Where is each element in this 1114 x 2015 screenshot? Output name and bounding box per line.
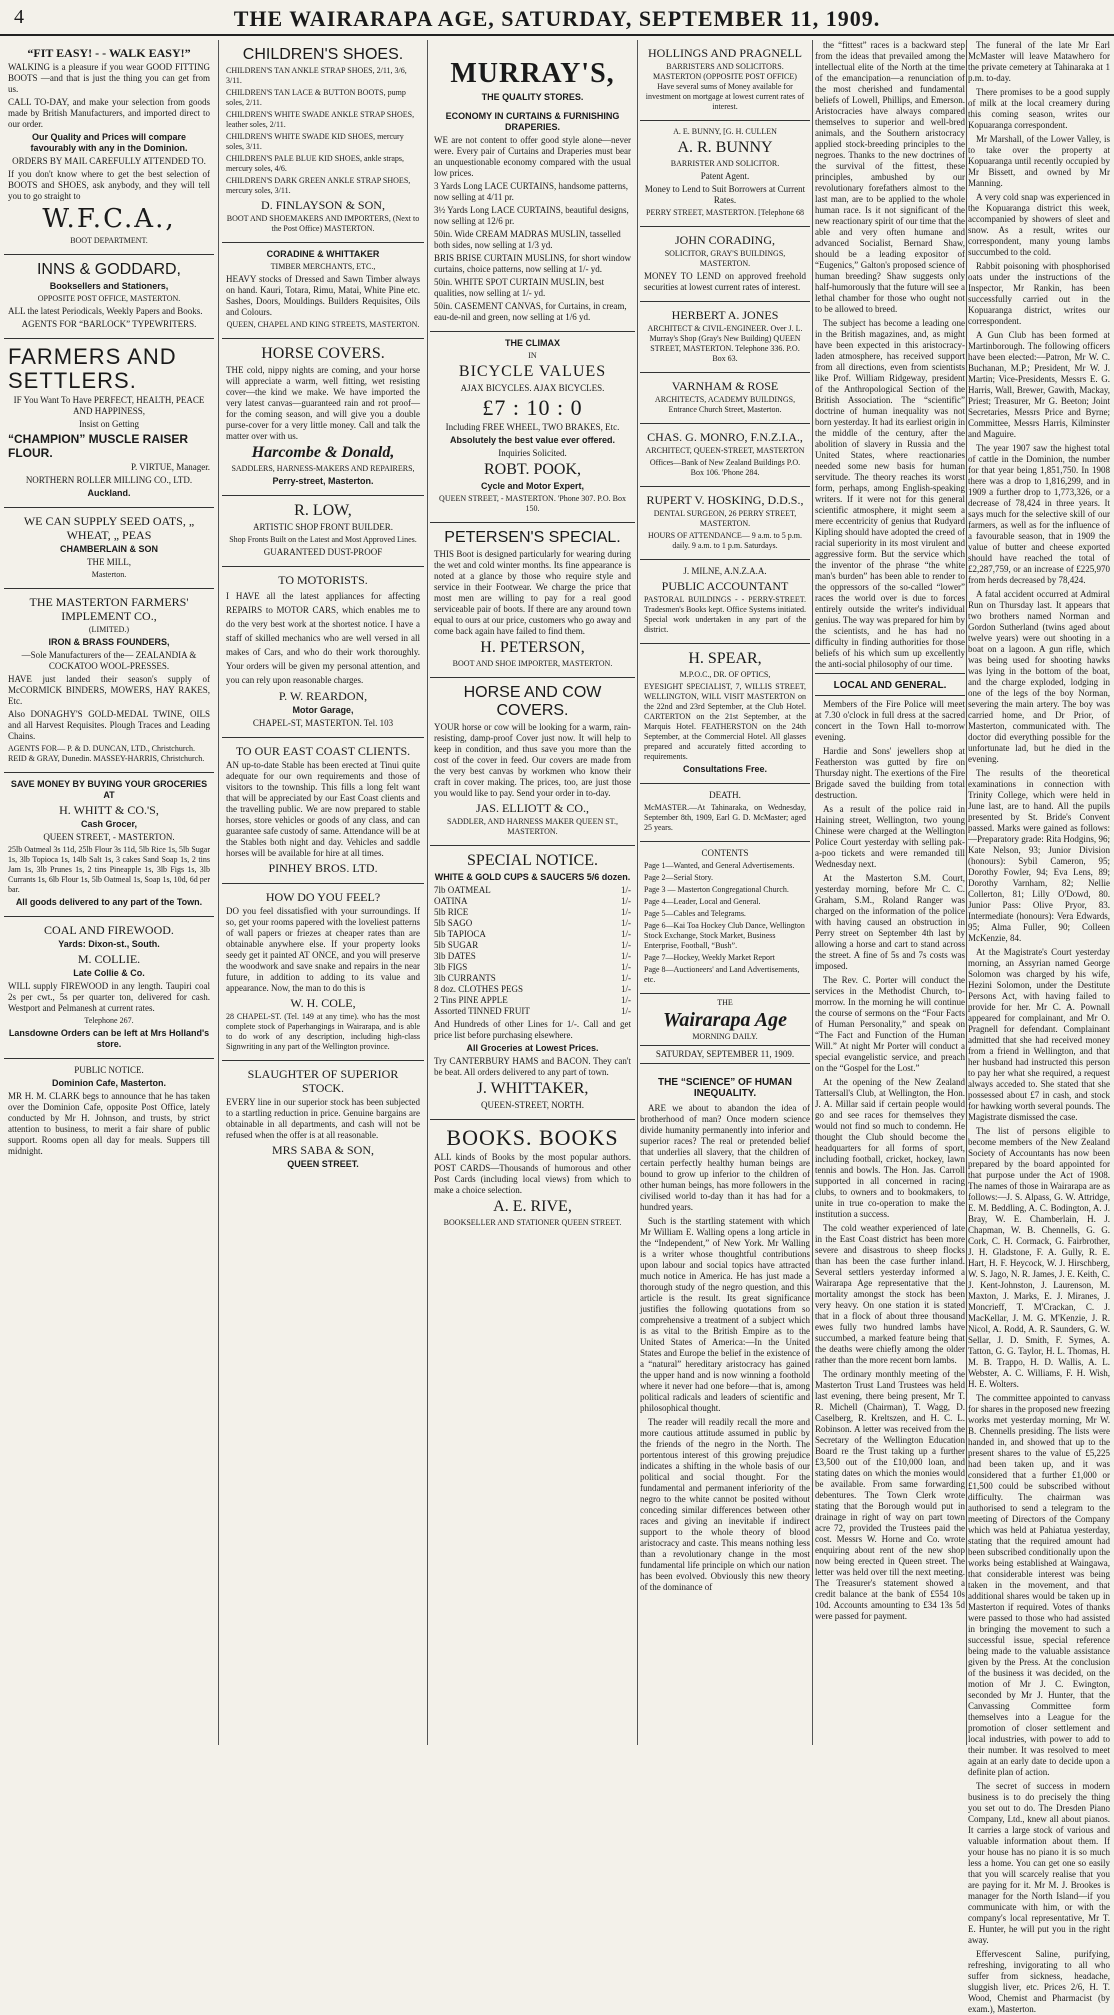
ad-headline: BICYCLE VALUES: [458, 363, 607, 380]
ad-subline: Late Collie & Co.: [73, 968, 145, 978]
ad-headline: SPECIAL NOTICE.: [467, 852, 598, 869]
ad-body: ALL kinds of Books by the most popular authors. POST CARDS—Thousands of humorous and other Post Cards (including local views) from which to make a choice selection.: [434, 1152, 631, 1195]
ad-address: 28 CHAPEL-ST. (Tel. 149 at any time). who has the most complete stock of Paperhangings in Wairarapa, and is able to do work of any description, including high-class Signwriting in any part of the Wellington province.: [226, 1012, 420, 1051]
news-item: The year 1907 saw the highest total of cattle in the Dominion, the number for that year being 1,851,750. In 1908 there was a drop to 1,816,299, and in 1909 a further drop to 1,773,326, or a decrease of 78,424 in three years. It says much for the selective skill of our farmers, as well as for the influence of a favourable season, that in 1909 the value of butter and cheese exported should have reached the total of £2,287,759, or an increase of £225,970 from herds decreased by 78,424.: [968, 443, 1110, 585]
list-item: Page 1—Wanted, and General Advertisements.: [644, 861, 795, 870]
ad-body: I HAVE all the latest appliances for affecting REPAIRS to MOTOR CARS, which enables me to do the very best work at the shortest notice. I have a staff of skilled mechanics who are well versed in all makes of Cars, and who do their work thoroughly. Your orders will be given my personal attention, and you can rely upon reasonable charges.: [226, 591, 420, 685]
column-6: [968, 40, 1110, 2014]
ad-company: P. W. REARDON,: [278, 689, 368, 703]
card-name: H. SPEAR,: [688, 650, 762, 667]
ad-headline: COAL AND FIREWOOD.: [44, 923, 174, 937]
list-item: 3½ Yards Long LACE CURTAINS, beautiful designs, now selling at 12/6 pr.: [434, 205, 629, 226]
price-item: 8 doz. CLOTHES PEGS: [434, 984, 524, 994]
masthead-subline: MORNING DAILY.: [692, 1032, 758, 1041]
ad-pook: [430, 332, 635, 523]
leader-paragraph: the “fittest” races is a backward step from the ideas that prevailed among the intellectual elite of the North at the time of the emancipation—a renunciation of the most cherished and fundamental beliefs of Lowell, Phillips, and Emerson. Aristocracies have always compared themselves to superior and well-bred animals, and the Southern aristocracy applied stock-breeding principles to the negroes. Thanks to the new doctrines of the survival of the fittest, these principles, ambushed by our revolutionary forefathers almost to the last man, are to be applied to the whole human race. Is it not significant of the new reactionary spirit of our time that the able and very often humane and advanced Socialist, Bernard Shaw, should be a leading expositor of “Eugenics,” Galton's proposed science of human breeding? Shaw suggests only half-humorously that the future will see a lethal chamber for those who ought not to be allowed to breed.: [815, 40, 965, 314]
ad-body: THE cold, nippy nights are coming, and your horse will appreciate a warm, well fitting, wet resisting cover—the kind we make. We have imported the very latest canvas—guaranteed rain and rot proof—for the coming season, and will give you a double purse-cover for a very little money. Call and talk the matter over with us.: [226, 365, 420, 441]
card-body: Money to Lend to Suit Borrowers at Current Rates.: [644, 184, 806, 205]
ad-subline: WHITE & GOLD CUPS & SAUCERS 5/6 dozen.: [434, 872, 631, 882]
ad-address: CHAPEL-ST, MASTERTON. Tel. 103: [252, 718, 394, 728]
ad-company: PINHEY BROS. LTD.: [268, 861, 378, 875]
card-spear: [640, 644, 810, 784]
ad-subline: SADDLERS, HARNESS-MAKERS AND REPAIRERS,: [231, 464, 415, 473]
card-body: EYESIGHT SPECIALIST, 7, WILLIS STREET, WELLINGTON, WILL VISIT MASTERTON on the 22nd and 23rd September, at the Club Hotel. CARTERTON on the 21st September, at the Marquis Hotel. FEATHERSTON on the 24th September, at the Commercial Hotel. All glasses prepared and accurately fitted according to requirements.: [644, 682, 806, 761]
ad-footer: Lansdowne Orders can be left at Mrs Holland's store.: [8, 1028, 210, 1049]
ad-saba: [222, 1061, 424, 1178]
ad-company: MRS SABA & SON,: [271, 1143, 375, 1157]
ad-body: Shop Fronts Built on the Latest and Most Approved Lines.: [229, 535, 417, 544]
ad-elliott: [430, 678, 635, 846]
price-value: 1/-: [621, 973, 631, 983]
ad-address: QUEEN STREET, - MASTERTON.: [43, 832, 175, 842]
column-rule: [812, 40, 813, 1745]
ad-motorists: [222, 567, 424, 738]
card-body: Patent Agent.: [700, 171, 750, 181]
ad-headline: WE CAN SUPPLY SEED OATS, „ WHEAT, „ PEAS: [23, 514, 195, 542]
card-body: SOLICITOR, GRAY'S BUILDINGS, MASTERTON.: [664, 249, 786, 268]
ad-headline: MURRAY'S,: [450, 58, 615, 89]
wfca-logo: W.F.C.A.,: [42, 204, 176, 234]
ad-subline: THE QUALITY STORES.: [481, 92, 584, 102]
ad-collie: [4, 917, 214, 1059]
list-item: Page 6—Kai Toa Hockey Club Dance, Wellington Stock Exchange, Stock Market, Business Enterprise, Football, “Bush”.: [644, 921, 805, 950]
ad-cole: [222, 884, 424, 1061]
ad-footer: All goods delivered to any part of the Town.: [15, 897, 203, 907]
card-name: HOLLINGS AND PRAGNELL: [648, 46, 802, 60]
list-item: CHILDREN'S WHITE SWADE ANKLE STRAP SHOES, leather soles, 2/11.: [226, 110, 415, 129]
ad-subline: (LIMITED.): [88, 625, 130, 634]
ad-subline: Cash Grocer,: [80, 819, 138, 829]
grocery-list: [434, 885, 631, 1017]
ad-body: Insist on Getting: [79, 419, 139, 429]
price-value: 1/-: [621, 984, 631, 994]
ad-body: WALKING is a pleasure if you wear GOOD FITTING BOOTS —and that is just the thing you can get from us.: [8, 62, 210, 94]
ad-phone: Telephone 267.: [84, 1016, 134, 1025]
column-rule: [427, 40, 428, 1745]
ad-headline: CORADINE & WHITTAKER: [266, 249, 380, 259]
leader-paragraph: ARE we about to abandon the idea of brotherhood of man? Once modern science divide humanity permanently into inferior and superior races? The real or pretended belief that underlies all slavery, that the children of certain perfectly healthy human beings are bound to grow up inferior to the children of other human beings, has more followers in the civilised world to-day than it has had for a hundred years.: [640, 1103, 810, 1212]
ad-product: AJAX BICYCLES. AJAX BICYCLES.: [460, 383, 605, 393]
ad-subline: ARTISTIC SHOP FRONT BUILDER.: [253, 522, 393, 532]
card-body: M.P.O.C., DR. OF OPTICS,: [679, 670, 771, 679]
newspaper-title: THE WAIRARAPA AGE, SATURDAY, SEPTEMBER 11, 1909.: [233, 6, 881, 31]
price-row: [434, 918, 631, 929]
price-row: [434, 962, 631, 973]
ad-product: “CHAMPION” MUSCLE RAISER FLOUR.: [8, 432, 189, 460]
column-rule: [218, 40, 219, 1745]
news-item: The cold weather experienced of late in the East Coast district has been more severe and disastrous to sheep flocks than has been the case further inland. Several settlers yesterday informed a Wairarapa Age representative that the mortality amongst the stock has been very heavy. On one station it is stated that in a flock of about three thousand ewes fully two hundred lambs have succumbed, a marked feature being that the deaths were chiefly among the older rather than the more recent born lambs.: [815, 1223, 965, 1365]
price-row: [434, 940, 631, 951]
ad-body: HEAVY stocks of Dressed and Sawn Timber always on hand. Kauri, Totara, Rimu, Matai, White Pine etc. Sashes, Doors, Mouldings. Builders Requisites, Oils and Colours.: [226, 274, 420, 317]
ad-subline: THE MILL,: [87, 557, 131, 567]
card-body: ARCHITECT, QUEEN-STREET, MASTERTON: [645, 446, 805, 455]
masthead-the: THE: [717, 998, 733, 1007]
ad-horse-covers: [222, 339, 424, 496]
news-item: Effervescent Saline, purifying, refreshing, invigorating to all who suffer from sickness, headache, sluggish liver, etc. Prices 2/6, H. T. Wood, Chemist and Pharmacist (by exam.), Masterton.: [968, 1949, 1110, 2014]
card-address: Offices—Bank of New Zealand Buildings P.O. Box 106. 'Phone 284.: [649, 458, 801, 477]
price-value: 1/-: [621, 995, 631, 1005]
ad-headline: INNS & GODDARD,: [36, 261, 181, 278]
news-item: Hardie and Sons' jewellers shop at Featherston was gutted by fire on Thursday night. The exertions of the Fire Brigade saved the building from total destruction.: [815, 746, 965, 800]
ad-headline: THE MASTERTON FARMERS' IMPLEMENT CO.,: [29, 595, 189, 623]
contents-box: [640, 842, 810, 994]
news-item: At the Masterton S.M. Court, yesterday morning, before Mr C. C. Graham, S.M., Roland Ranger was charged on the information of the police with having caused an obstruction in Perry street on September 4th last by allowing a horse and cart to stand across the street. A fine of 5s and 7s costs was imposed.: [815, 873, 965, 971]
ad-whittaker: [430, 846, 635, 1120]
page-number: 4: [14, 6, 24, 28]
ad-footer: GUARANTEED DUST-PROOF: [263, 547, 383, 557]
editorial-masthead: [640, 994, 810, 1071]
ad-headline: “FIT EASY! - - WALK EASY!”: [27, 46, 191, 60]
ad-company: JAS. ELLIOTT & CO.,: [475, 801, 590, 815]
ad-company: Harcombe & Donald,: [251, 444, 395, 461]
ad-company: J. WHITTAKER,: [476, 1080, 589, 1097]
ad-company: M. COLLIE.: [77, 952, 141, 966]
price-item: 3lb DATES: [434, 951, 476, 961]
ad-company: CHAMBERLAIN & SON: [60, 544, 158, 554]
price-row: [434, 951, 631, 962]
news-item: A Gun Club has been formed at Martinborough. The following officers have been elected:—Patron, Mr W. C. Buchanan, M.P.; President, Mr W. J. Martin; Vice-Presidents, Messrs E. G. Harris, Wall, Brewer, Gawith, Mackay, Priest; Treasurer, Mr G. Beeton; Joint Secretaries, Messrs Price and Byrne; Committee, Messrs Harris, Kilminster and Maguire.: [968, 330, 1110, 439]
price-value: 1/-: [621, 885, 631, 895]
price-item: 5lb SAGO: [434, 918, 473, 928]
list-item: 50in. Wide CREAM MADRAS MUSLIN, tasselled both sides, now selling at 1/3 yd.: [434, 229, 621, 250]
card-name: HERBERT A. JONES: [671, 308, 779, 322]
ad-whitt: [4, 773, 214, 917]
ad-headline: THE CLIMAX: [505, 338, 560, 348]
ad-headline: HOW DO YOU FEEL?: [265, 890, 381, 904]
card-name: VARNHAM & ROSE: [671, 379, 779, 393]
news-item: The list of persons eligible to become members of the New Zealand Society of Accountants has now been prepared by the board appointed for that purpose under the Act of 1908. The names of those in Wairarapa are as follows:—J. S. Alpass, G. W. Attridge, E. M. Beddling, A. C. Bodington, A. J. Bray, W. E. Chamberlain, H. J. Chapman, W. B. Chennells, G. G. Cork, C. H. Cormack, G. Fairbrother, J. H. Gladstone, F. A. Gully, R. E. Hart, H. F. Heycock, W. J. Hirschberg, W. S. Jago, N. R. James, J. E. Keith, C. J. Kent-Johnston, J. Laurenson, M. Maxton, J. Marks, E. J. Miranes, J. Moncrieff, T. M'Crackan, C. J. MacKellar, J. M. G. M'Kenzie, J. R. Nicol, A. Rodd, A. R. Saunders, G. W. Sellar, J. D. Smith, F. Symes, A. Tatton, G. G. Taylor, H. L. Thomas, H. M. B. Trappo, H. D. Wallis, A. L. Webster, A. C. Williams, F. H. Wish, H. E. Wolters.: [968, 1126, 1110, 1389]
ad-company: H. PETERSON,: [480, 639, 585, 656]
news-item: As a result of the police raid in Haining street, Wellington, two young Chinese were charged at the Wellington Police Court yesterday with selling pak-a-poo tickets and were remanded till Wednesday next.: [815, 804, 965, 869]
list-item: 50in. CASEMENT CANVAS, for Curtains, in cream, eau-de-nil and green, now selling at 1/6 yd.: [434, 301, 627, 322]
list-item: Page 2—Serial Story.: [644, 873, 714, 882]
ad-headline: HORSE AND COW COVERS.: [463, 684, 602, 719]
card-name: J. MILNE, A.N.Z.A.A.: [683, 566, 767, 576]
ad-headline: SAVE MONEY BY BUYING YOUR GROCERIES AT: [10, 779, 208, 800]
ad-body: —Sole Manufacturers of the— ZEALANDIA & COCKATOO WOOL-PRESSES.: [21, 650, 197, 671]
ad-r-low: [222, 496, 424, 567]
ad-body: HAVE just landed their season's supply of McCORMICK BINDERS, MOWERS, HAY RAKES, Etc.: [8, 674, 210, 706]
ad-headline: PETERSEN'S SPECIAL.: [444, 529, 621, 546]
news-item: A very cold snap was experienced in the Kopuaranga district this week, accompanied by showers of sleet and snow. As a result, writes our correspondent, many young lambs succumbed to the cold.: [968, 192, 1110, 257]
ad-body: EVERY line in our superior stock has been subjected to a startling reduction in price. Genuine bargains are obtainable in all departments, and cash will not be refused when the offer is at all reasonable.: [226, 1097, 420, 1140]
price-item: 3lb FIGS: [434, 962, 468, 972]
ad-body: WE are not content to offer good style alone—never were. Every pair of Curtains and Draperies must bear an unquestionable economy compared with the usual low prices.: [434, 135, 631, 178]
list-item: Page 8—Auctioneers' and Land Advertisements, etc.: [644, 965, 800, 984]
price-value: 1/-: [621, 896, 631, 906]
ad-body: Also DONAGHY'S GOLD-MEDAL TWINE, OILS and all Harvest Requisites. Plough Traces and Leading Chains.: [8, 709, 210, 741]
ad-body: MR H. M. CLARK begs to announce that he has taken over the Dominion Cafe, opposite Post Office, lately conducted by Mr H. Johnson, and trusts, by strict attention to business, to merit a fair share of public support. Rooms open all day for meals. Suppers till midnight.: [8, 1091, 210, 1156]
card-body: BARRISTER AND SOLICITOR.: [670, 159, 780, 168]
ad-agents: AGENTS FOR— P. & D. DUNCAN, LTD., Christchurch. REID & GRAY, Dunedin. MASSEY-HARRIS, Christchurch.: [8, 744, 205, 763]
card-name: JOHN CORADING,: [674, 233, 775, 247]
price-row: [434, 929, 631, 940]
ad-body: AN up-to-date Stable has been erected at Tinui quite adequate for our own requirements and those of visitors to the township. This fills a long felt want that will be appreciated by our East Coast clients and the travelling public. We are now prepared to stable horses, store vehicles or goods of any class, and can guarantee safe custody of same. Attendance will be at the Stables both night and day. Vehicles and saddle horses will be available for hire at all times.: [226, 760, 420, 858]
ad-subline: IRON & BRASS FOUNDERS,: [48, 637, 170, 647]
contents-list: [644, 861, 806, 985]
ad-headline: SLAUGHTER OF SUPERIOR STOCK.: [247, 1067, 399, 1095]
news-item: The funeral of the late Mr Earl McMaster will leave Matawhero for the private cemetery at Tahinaraka at 1 p.m. to-day.: [968, 40, 1110, 83]
ad-east-coast: [222, 738, 424, 884]
ad-inns-goddard: [4, 255, 214, 339]
price-row: [434, 995, 631, 1006]
column-3: [430, 40, 635, 1745]
card-corading: [640, 227, 810, 302]
ad-body: IF You Want To Have PERFECT, HEALTH, PEACE AND HAPPINESS,: [13, 395, 205, 416]
card-name: PUBLIC ACCOUNTANT: [661, 579, 789, 593]
ad-subline: Cycle and Motor Expert,: [480, 481, 585, 491]
ad-body: Our Quality and Prices will compare favourably with any in the Dominion.: [30, 132, 188, 153]
news-item: The committee appointed to canvass for shares in the proposed new freezing works met yesterday morning, Mr W. B. Chennells presiding. The lists were handed in, and showed that up to the present shares to the value of £5,225 had been taken up, and it was considered that a further £1,000 or £1,500 could be subscribed without difficulty. The chairman was authorised to send a telegram to the meeting of Directors of the Company which was held at Pahiatua yesterday, stating that the required amount had been subscribed conditionally upon the works being established at Waingawa, that considerable interest was being taken in the movement, and that additional shares would be taken up in Masterton if required. Votes of thanks were passed to those who had assisted in bringing the movement to such a successful issue, special reference being made to the valuable assistance given by the Press. At the conclusion of the business it was decided, on the motion of Mr J. C. Ewington, seconded by Mr J. Hunter, that the Canvassing Committee form themselves into a League for the promotion of closer settlement and local industries, with power to add to their number. It was resolved to meet again at an early date to decide upon a definite plan of action.: [968, 1393, 1110, 1777]
ad-rive: [430, 1120, 635, 1236]
card-name: CHAS. G. MONRO, F.N.Z.I.A.,: [647, 430, 803, 444]
price-item: 7lb OATMEAL: [434, 885, 491, 895]
ad-address: BOOKSELLER AND STATIONER QUEEN STREET.: [443, 1218, 622, 1227]
card-header: A. E. BUNNY, [G. H. CULLEN: [673, 127, 777, 136]
news-item: There promises to be a good supply of milk at the local creamery during this coming season, writes our Kopuaranga correspondent.: [968, 87, 1110, 130]
ad-subline: Yards: Dixon-st., South.: [58, 939, 160, 949]
ad-chamberlain: [4, 508, 214, 589]
card-hosking: [640, 487, 810, 560]
card-body: ARCHITECTS, ACADEMY BUILDINGS, Entrance Church Street, Masterton.: [654, 395, 796, 414]
ad-body: And Hundreds of other Lines for 1/-. Call and get price list before purchasing elsewhere.: [434, 1019, 631, 1040]
section-heading: LOCAL AND GENERAL.: [833, 680, 947, 691]
ad-fit-easy: [4, 40, 214, 255]
column-2: [222, 40, 424, 1745]
card-monro: [640, 424, 810, 487]
list-item: Page 7—Hockey, Weekly Market Report: [644, 953, 775, 962]
card-footer: Consultations Free.: [682, 764, 767, 774]
card-hollings: [640, 40, 810, 121]
news-item: The Rev. C. Porter will conduct the services in the Methodist Church, to-morrow. In the morning he will continue the course of sermons on the “Four Facts of Human Personality,” and speak on “The Fact and Function of the Human Will.” At night Mr Porter will conduct a special evangelistic service, and preach on the “Gospel for the Lost.”: [815, 975, 965, 1073]
ad-subline: Booksellers and Stationers,: [49, 281, 169, 291]
price-item: Assorted TINNED FRUIT: [434, 1006, 530, 1016]
card-jones: [640, 302, 810, 373]
card-body: MONEY TO LEND on approved freehold securities at lowest current rates of interest.: [644, 271, 806, 292]
price-row: [434, 984, 631, 995]
price-row: [434, 907, 631, 918]
news-item: The results of the theoretical examinations in connection with Trinity College, which were held in June last, are to hand. All the pupils presented by St. Bride's Convent passed. Marks were gained as follows:—Preparatory grade: Rita Hodgins, 96; Kate Nelson, 93; Junior Division (honours): Sybil Cameron, 95; Dorothy Fowler, 94; Eva Lens, 89; Dorothy Varnham, 82; Nellie Collerton, 81; Lilly O'Dowd, 80. Junior Pass: Olive Pryor, 83. Intermediate (honours): Vera Edwards, 95; Alma Fuller, 90; Colleen McKenzie, 84.: [968, 768, 1110, 943]
masthead-paper-name: Wairarapa Age: [663, 1009, 787, 1031]
ad-dominion-cafe: [4, 1059, 214, 1165]
ad-body: ALL the latest Periodicals, Weekly Papers and Books.: [8, 306, 203, 316]
card-body: DENTAL SURGEON, 26 PERRY STREET, MASTERTON.: [653, 509, 797, 528]
ad-headline: R. LOW,: [294, 502, 352, 519]
ad-headline: HORSE COVERS.: [261, 345, 385, 362]
ad-company: A. E. RIVE,: [493, 1198, 572, 1215]
ad-body: AGENTS FOR “BARLOCK” TYPEWRITERS.: [21, 319, 197, 329]
ad-body: ORDERS BY MAIL CAREFULLY ATTENDED TO.: [12, 156, 206, 166]
news-item: A fatal accident occurred at Admiral Run on Thursday last. It appears that two brothers named Norman and Gordon Sutherland (twins aged about twelve years) were out shooting in a boat on a lagoon. A gun rifle, which was being used for shooting hawks was lying in the bottom of the boat, and the charge exploded, lodging in one of the legs of the boy Norman, severing the main artery. The boy was carried home, and Dr Prior, of Masterton, communicated with. The doctor did everything possible for the unfortunate lad, but he died in the evening.: [968, 589, 1110, 764]
ad-price: £7 : 10 : 0: [482, 395, 583, 420]
ad-signature: P. VIRTUE, Manager.: [130, 462, 210, 472]
ad-body: WILL supply FIREWOOD in any length. Taupiri coal 2s per cwt., 5s per quarter ton, delivered for cash. Westport and Pelmanesh at current rates.: [8, 981, 210, 1013]
ad-address: Perry-street, Masterton.: [272, 476, 374, 486]
ad-company: H. WHITT & CO.'S,: [59, 803, 159, 817]
price-value: 1/-: [621, 951, 631, 961]
price-value: 1/-: [621, 962, 631, 972]
ad-coradine: [222, 243, 424, 339]
ad-body: If you don't know where to get the best selection of BOOTS and SHOES, ask anybody, and they will tell you to go straight to: [8, 169, 210, 201]
column-rule: [637, 40, 638, 1745]
news-item: Members of the Fire Police will meet at 7.30 o'clock in full dress at the sacred concert in the Town Hall to-morrow evening.: [815, 699, 965, 742]
ad-price-list: 25lb Oatmeal 3s 11d, 25lb Flour 3s 11d, 5lb Rice 1s, 5lb Sugar 1s, 3lb Topioca 1s, 14lb Salt 1s, 3 cakes Sand Soap 1s, 2 tins Jam 1s, 3lb Prunes 1s, 2 tins Pineapple 1s, 3lb Figs 1s, 3lb Currants 1s, 6lb Flour 1s, 5lb Oatmeal 1s, Soap 1s, 10d, 6d per bar.: [8, 845, 210, 894]
masthead: [0, 0, 1114, 36]
ad-address: QUEEN, CHAPEL AND KING STREETS, MASTERTON.: [226, 320, 420, 329]
list-item: Page 5—Cables and Telegrams.: [644, 909, 746, 918]
ad-body: THIS Boot is designed particularly for wearing during the wet and cold winter months. Its fine appearance is noted at a glance by those who require style and service in their Footwear. We charge the price that most men are willing to pay for a real good serviceable pair of boots. If there are any around town equal to ours at our price, customers who go away and come back again have failed to find them.: [434, 549, 631, 636]
ad-murrays: [430, 40, 635, 332]
card-address: PERRY STREET, MASTERTON. [Telephone 68: [646, 208, 804, 217]
ad-body: YOUR horse or cow will be looking for a warm, rain-resisting, damp-proof Cover just now. It will help to keep in condition, and thus save you more than the cost of the cover in feed. Our covers are made from the very best canvas by workmen who know their craft in cover making. The prices, too, are just those you would like to pay. Send your order in to-day.: [434, 722, 631, 798]
column-rule: [966, 40, 967, 1745]
ad-address: SADDLER, AND HARNESS MAKER QUEEN ST., MASTERTON.: [447, 817, 618, 836]
ad-company: NORTHERN ROLLER MILLING CO., LTD.: [25, 475, 193, 485]
column-4: [640, 40, 810, 1745]
ad-company: W. H. COLE,: [290, 996, 356, 1010]
news-item: The secret of success in modern business is to do precisely the thing you set out to do. The Dresden Piano Company, Ltd., knew all about pianos. It carries a large stock of various and valuable information about them. If your house has no piano it is so much less a home. You can get one so easily that you will scarcely realise that you are paying for it. Mr M. J. Brookes is manager for the North Island—if you communicate with him, or with the company's local representative, Mr T. E. Hunter, he will put you in the right away.: [968, 1781, 1110, 1945]
ad-body: Absolutely the best value ever offered.: [449, 435, 616, 445]
ad-subline: Dominion Cafe, Masterton.: [51, 1078, 166, 1088]
price-value: 1/-: [621, 1006, 631, 1016]
ad-farmers: [4, 339, 214, 508]
ad-body: Try CANTERBURY HAMS and BACON. They can't be beat. All orders delivered to any part of town.: [434, 1056, 631, 1077]
notice-body: McMASTER.—At Tahinaraka, on Wednesday, September 8th, 1909, Earl G. D. McMaster; aged 25 years.: [644, 803, 806, 832]
price-item: 5lb SUGAR: [434, 940, 479, 950]
ad-subline: All Groceries at Lowest Prices.: [466, 1043, 599, 1053]
ad-address: QUEEN STREET.: [287, 1159, 359, 1169]
price-item: 5lb RICE: [434, 907, 469, 917]
death-notice: [640, 784, 810, 842]
price-value: 1/-: [621, 907, 631, 917]
price-row: [434, 885, 631, 896]
shoe-list: [226, 66, 420, 196]
leader-paragraph: The subject has become a leading one in the British magazines, and, as might have been expected in this aristocracy-laden atmosphere, has received support from all directions, even from scientists like Prof. William Ridgeway, president of the Anthropological Section of the British Association. The “scientific” doctrine of human inequality was not born yesterday. It had its earliest origin in the middle of the century, after the abolition of slavery in Russia and the United States, where reactionaries needed some new basis for human servitude. The theory reaches its worst form, perhaps, among English-speaking writers. If it were not for this general scientific atmosphere, it might seem a mere eccentricity of genius that Rudyard Kipling should have adopted the creed of racial superiority in its most virulent and aggressive form. But the service which the inventor of the phrase “the white man's burden” has been able to render to the oppressors of the so-called “lower” races the world over is due to forces entirely outside the writer's individual genius. The way was prepared for him by the scientists, and he has had no difficulty in finding authorities for those beliefs of his which sum up excellently the anti-social philosophy of our time.: [815, 318, 965, 669]
ad-subline: TIMBER MERCHANTS, ETC.,: [270, 262, 376, 271]
price-value: 1/-: [621, 929, 631, 939]
column-5: [815, 40, 965, 1745]
price-item: 5lb TAPIOCA: [434, 929, 486, 939]
ad-address: QUEEN-STREET, NORTH.: [480, 1100, 585, 1110]
card-name: A. R. BUNNY: [677, 139, 773, 156]
price-value: 1/-: [621, 940, 631, 950]
news-item: Rabbit poisoning with phosphorised oats under the instructions of the Inspector, Mr Rankin, has been successfully carried out in the Kopuaranga district, writes our correspondent.: [968, 261, 1110, 326]
ad-body: Including FREE WHEEL, TWO BRAKES, Etc.: [445, 422, 620, 432]
price-row: [434, 973, 631, 984]
list-item: Page 3 — Masterton Congregational Church.: [644, 885, 789, 894]
ad-address: OPPOSITE POST OFFICE, MASTERTON.: [37, 294, 181, 303]
ad-childrens-shoes: [222, 40, 424, 243]
column-1: [4, 40, 214, 1745]
list-item: 3 Yards Long LACE CURTAINS, handsome patterns, now selling at 4/11 pr.: [434, 181, 628, 202]
list-item: CHILDREN'S DARK GREEN ANKLE STRAP SHOES, mercury soles, 3/11.: [226, 176, 411, 195]
ad-company: D. FINLAYSON & SON,: [261, 198, 385, 212]
card-varnham: [640, 373, 810, 424]
list-item: 50in. WHITE SPOT CURTAIN MUSLIN, best qualities, now selling at 1/- yd.: [434, 277, 605, 298]
news-item: Mr Marshall, of the Lower Valley, is to take over the property at Kopuaranga until recently occupied by Mr Bissett, and owned by Mr Manning.: [968, 134, 1110, 188]
leader-paragraph: The reader will readily recall the more and more cautious attitude assumed in public by the friends of the negro in the North. The portentous interest of this growing prejudice indicates a shifting in the whole basis of our political and social thought. For the fundamental and permanent inferiority of the negro to the white cannot be posited without conceding similar differences between other races and giving an inevitable if indirect support to the whole theory of blood aristocracy and caste. This means nothing less than a revolutionary change in the most fundamental life principle on which our nation has been evolved. Obviously this new theory of the dominance of: [640, 1417, 810, 1592]
ad-body: CALL TO-DAY, and make your selection from goods made by British Manufacturers, and imported direct to our order.: [8, 97, 210, 129]
ad-headline: TO MOTORISTS.: [278, 573, 368, 587]
list-item: Page 4—Leader, Local and General.: [644, 897, 761, 906]
curtain-list: [434, 181, 631, 323]
section-heading: DEATH.: [709, 790, 741, 800]
card-milne: [640, 560, 810, 644]
card-body: PASTORAL BUILDINGS - - PERRY-STREET. Tradesmen's Books kept. Office Systems initiated. Special work undertaken in any part of the district.: [644, 595, 806, 634]
price-item: 2 Tins PINE APPLE: [434, 995, 508, 1005]
news-item: At the Magistrate's Court yesterday morning, an Assyrian named George Solomon was charged by his wife, Hezini Solomon, under the Destitute Persons Act, with having failed to provide for her. Mr C. A. Pownall appeared for complainant, and Mr O. Pragnell for defendant. Complainant admitted that she had received money from a friend in Wellington, and that her husband had instructed this person to pay her what she required, a request always acceded to. She stated that she possessed about £7 in cash, and stock for hawking worth several pounds. The Magistrate dismissed the case.: [968, 947, 1110, 1122]
ad-headline: FARMERS AND SETTLERS.: [8, 344, 177, 393]
list-item: CHILDREN'S TAN LACE & BUTTON BOOTS, pump soles, 2/11.: [226, 88, 406, 107]
list-item: BRIS BRISE CURTAIN MUSLINS, for short window curtains, choice patterns, now selling at 1/- yd.: [434, 253, 632, 274]
leader-paragraph: Such is the startling statement with which Mr William E. Walling opens a long article in the “Independent,” of New York. Mr Walling is a writer whose thoughtful contributions upon labour and social topics have attracted much notice in America. He has just made a thorough study of the negro question, and this article is the result. Its great significance justifies the following quotations from so comprehensive a treatment of a subject which is as vital to the British Empire as to the United States of America:—In the United States and Europe the belief in the existence of a “natural” hereditary aristocracy has gained the upper hand and is now winning a foothold where it never had one before—that is, among political radicals and leaders of scientific and philosophical thought.: [640, 1216, 810, 1413]
ad-address: QUEEN STREET, - MASTERTON. 'Phone 307. P.O. Box 150.: [439, 494, 626, 513]
ad-subline: BOOT DEPARTMENT.: [70, 236, 148, 245]
masthead-date: SATURDAY, SEPTEMBER 11, 1909.: [655, 1049, 795, 1059]
section-heading: CONTENTS: [701, 848, 749, 858]
card-body: HOURS OF ATTENDANCE— 9 a.m. to 5 p.m. daily. 9 a.m. to 1 p.m. Saturdays.: [647, 531, 802, 550]
ad-subline: Motor Garage,: [292, 705, 354, 715]
ad-implement: [4, 589, 214, 773]
news-item: The ordinary monthly meeting of the Masterton Trust Land Trustees was held last evening, there being present, Mr T. R. Michell (Chairman), T. Wagg, D. Caselberg, R. Kreltszen, and H. C. L. Robinson. A letter was received from the Secretary of the Wellington Education Board re the Trust taking up a further £3,500 out of the £10,000 loan, and stating dates on which the monies would be available. From same forwarding debentures. The Town Clerk wrote stating that the Borough would put in drainage in right of way on part town acre 72, provided the Trustees paid the cost. Messrs W. Horne and Co. wrote enquiring about rent of the new shop now being erected in Queen street. The letter was held over till the next meeting. The Treasurer's statement showed a credit balance at the bank of £554 10s 10d. Accounts amounting to £34 13s 5d were passed for payment.: [815, 1369, 965, 1621]
ad-company: ROBT. POOK,: [483, 461, 582, 478]
card-body: BARRISTERS AND SOLICITORS. MASTERTON (OPPOSITE POST OFFICE) Have several sums of Money available for investment on mortgage at lowest current rates of interest.: [645, 62, 805, 111]
news-item: At the opening of the New Zealand Tattersall's Club, at Wellington, the Hon. J. A. Millar said if certain people would go and see races for themselves they would not find so much to condemn. He thought the Club should become the headquarters for all forms of sport, including football, cricket, hockey, lawn tennis and bowls. The Hon. Jas. Carroll supported in all concerned in racing clubs, to owners and to bookmakers, to unite in true co-operation to make the institution a success.: [815, 1077, 965, 1219]
ad-subline: IN: [528, 351, 537, 360]
ad-headline: BOOKS. BOOKS: [446, 1125, 619, 1150]
ad-body: Inquiries Solicited.: [498, 448, 567, 458]
list-item: CHILDREN'S PALE BLUE KID SHOES, ankle straps, mercury soles, 4/6.: [226, 154, 405, 173]
ad-address: BOOT AND SHOE IMPORTER, MASTERTON.: [452, 659, 613, 668]
ad-place: Auckland.: [87, 488, 131, 498]
ad-headline: TO OUR EAST COAST CLIENTS.: [235, 744, 411, 758]
list-item: CHILDREN'S TAN ANKLE STRAP SHOES, 2/11, 3/6, 3/11.: [226, 66, 407, 85]
ad-body: DO you feel dissatisfied with your surroundings. If so, get your rooms papered with the loveliest patterns of wall papers or friezes at cheaper rates than are obtainable anywhere else. If your property looks seedy get it painted AT ONCE, and you will preserve the woodwork and save snake and repairs in the near future, in addition to adding to its value and appearance. Now, the man to do this is: [226, 906, 420, 993]
price-item: OATINA: [434, 896, 468, 906]
price-value: 1/-: [621, 918, 631, 928]
list-item: CHILDREN'S WHITE SWADE KID SHOES, mercury soles, 3/11.: [226, 132, 404, 151]
card-name: RUPERT V. HOSKING, D.D.S.,: [646, 493, 804, 507]
price-item: 3lb CURRANTS: [434, 973, 496, 983]
card-bunny: [640, 121, 810, 227]
ad-place: Masterton.: [91, 570, 127, 579]
price-row: [434, 896, 631, 907]
ad-headline: CHILDREN'S SHOES.: [242, 46, 404, 63]
ad-petersen: [430, 523, 635, 678]
card-body: ARCHITECT & CIVIL-ENGINEER. Over J. L. Murray's Shop (Gray's New Building) QUEEN STREET, MASTERTON. Telephone 336. P.O. Box 63.: [647, 324, 803, 363]
ad-headline: PUBLIC NOTICE.: [74, 1065, 144, 1075]
ad-address: BOOT AND SHOEMAKERS AND IMPORTERS, (Next to the Post Office) MASTERTON.: [226, 214, 420, 233]
price-row: [434, 1006, 631, 1017]
leader-heading: THE “SCIENCE” OF HUMAN INEQUALITY.: [658, 1077, 792, 1099]
ad-subline: ECONOMY IN CURTAINS & FURNISHING DRAPERIES.: [445, 111, 620, 132]
